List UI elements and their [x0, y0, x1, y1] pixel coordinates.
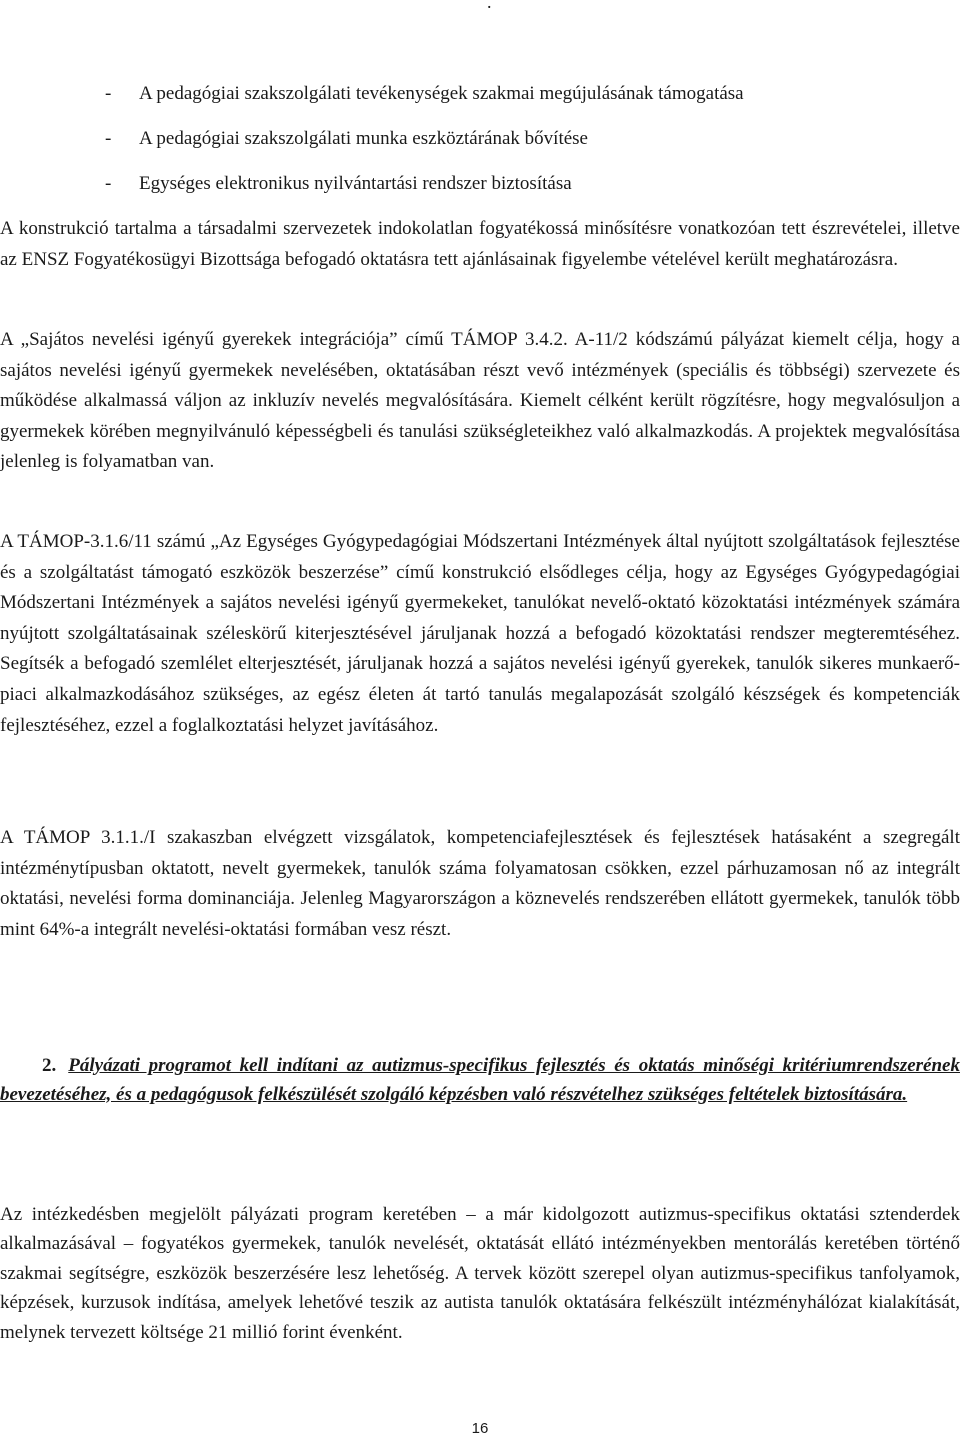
bullet-item	[105, 123, 588, 155]
bullet-text: A pedagógiai szakszolgálati tevékenységek szakmai megújulásának támogatása	[139, 83, 744, 104]
paragraph-program: Az intézkedésben megjelölt pályázati program keretében – a már kidolgozott autizmus-specifikus oktatási sztenderdek alkalmazásával – fogyatékos gyermekek, tanulók nevelését, oktatását ellátó intézményekben mentorálás keretében történő szakmai segítségre, eszközök beszerzésére lesz lehetőség. A tervek között szerepel olyan autizmus-specifikus tanfolyamok, képzések, kurzusok indítása, amelyek lehetővé teszik az autista tanulók oktatására felkészült intézményhálózat kialakítását, melynek tervezett költsége 21 millió forint évenként.	[0, 1204, 960, 1343]
paragraph-tamop-316: A TÁMOP-3.1.6/11 számú „Az Egységes Gyógypedagógiai Módszertani Intézmények által nyújtott szolgáltatások fejlesztése és a szolgáltatást támogató eszközök beszerzése” című konstrukció elsődleges célja, hogy az Egységes Gyógypedagógiai Módszertani Intézmények a sajátos nevelési igényű gyermekeket, tanulókat nevelő-oktató közoktatási intézmények számára nyújtott szolgáltatásainak széleskörű kiterjesztésével járuljanak hozzá a befogadó közoktatási rendszer megteremtéséhez. Segítsék a befogadó szemlélet elterjesztését, járuljanak hozzá a sajátos nevelési igényű gyerekek, tanulók sikeres munkaerő-piaci alkalmazkodásához szükséges, az egész életen át tartó tanulás megalapozását szolgáló készségek és kompetenciák fejlesztéséhez, ezzel a foglalkoztatási helyzet javításához.	[0, 531, 960, 736]
bullet-dash: -	[105, 128, 112, 149]
paragraph-constructions: A konstrukció tartalma a társadalmi szervezetek indokolatlan fogyatékossá minősítésre vonatkozóan tett észrevételei, illetve az ENSZ Fogyatékosügyi Bizottsága befogadó oktatásra tett ajánlásainak figyelembe vételével került meghatározásra.	[0, 218, 960, 270]
page-number: 16	[471, 1420, 489, 1437]
bullet-dash: -	[105, 83, 112, 104]
bullet-text: A pedagógiai szakszolgálati munka eszköztárának bővítése	[139, 128, 588, 149]
bullet-item	[105, 168, 572, 200]
paragraph-tamop-342: A „Sajátos nevelési igényű gyerekek integrációja” című TÁMOP 3.4.2. A-11/2 kódszámú pályázat kiemelt célja, hogy a sajátos nevelési igényű gyermekek nevelésében, oktatásában részt vevő intézmények (speciális és többségi) szervezete és működése alkalmassá váljon az inkluzív nevelés megvalósítására. Kiemelt célként került rögzítésre, hogy megvalósuljon a gyermekek körében megnyilvánuló képességbeli és tanulási szükségleteikhez való alkalmazkodás. A projektek megvalósítása jelenleg is folyamatban van.	[0, 329, 960, 473]
bullet-item	[105, 78, 744, 110]
bullet-text: Egységes elektronikus nyilvántartási rendszer biztosítása	[139, 173, 572, 194]
section-heading	[0, 1052, 960, 1109]
bullet-dash: -	[105, 173, 112, 194]
section-number: 2.	[42, 1055, 57, 1076]
paragraph-tamop-311: A TÁMOP 3.1.1./I szakaszban elvégzett vizsgálatok, kompetenciafejlesztések és fejlesztések hatásaként a szegregált intézménytípusban oktatott, nevelt gyermekek, tanulók száma folyamatosan csökken, ezzel párhuzamosan nő az integrált oktatási, nevelési forma dominanciája. Jelenleg Magyarországon a köznevelés rendszerében ellátott gyermekek, tanulók több mint 64%-a integrált nevelési-oktatási formában vesz részt.	[0, 827, 960, 940]
section-title: Pályázati programot kell indítani az autizmus-specifikus fejlesztés és oktatás minőségi kritériumrendszerének bevezetéséhez, és a pedagógusok felkészülését szolgáló képzésben való részvételhez szükséges feltételek biztosítására.	[0, 1055, 960, 1105]
header-mark: .	[487, 0, 492, 12]
